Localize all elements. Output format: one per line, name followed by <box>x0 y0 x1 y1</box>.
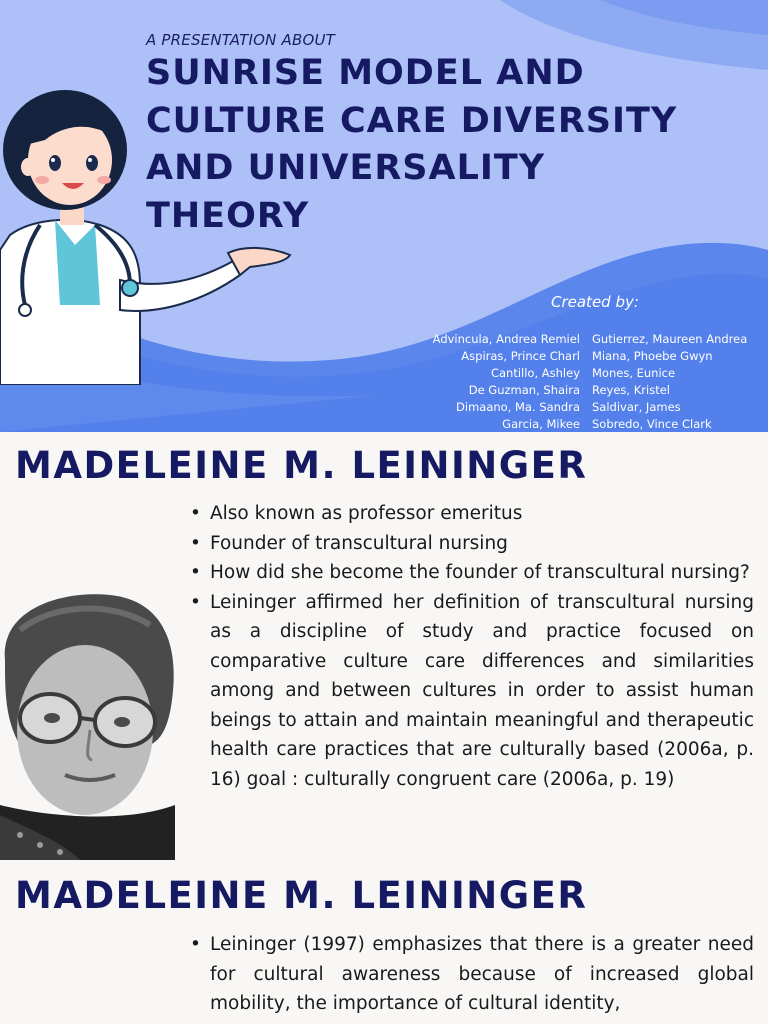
slide-heading: MADELEINE M. LEININGER <box>15 874 588 917</box>
leininger-portrait-photo <box>0 590 175 860</box>
author-name: De Guzman, Shaira <box>468 383 580 397</box>
bullet-list <box>190 499 754 794</box>
presentation-title <box>146 50 746 240</box>
authors-left-column <box>433 331 580 432</box>
author-name: Garcia, Mikee <box>502 417 580 431</box>
bullet-item: • Leininger (1997) emphasizes that there is a greater need for cultural awareness because of increased global mobility, the importance of cultural identity, <box>190 930 754 1019</box>
leininger-portrait-photo <box>0 1016 120 1024</box>
author-name: Aspiras, Prince Charl <box>461 349 580 363</box>
title-line: SUNRISE MODEL AND <box>146 53 585 93</box>
author-name: Saldivar, James <box>592 400 681 414</box>
bullet-item: • Also known as professor emeritus <box>190 499 754 529</box>
bullet-item: • Leininger affirmed her definition of transcultural nursing as a discipline of study and practice focused on comparative culture care differences and similarities among and between cultures in order to assist human beings to attain and maintain meaningful and therapeutic health care practices that are culturally based (2006a, p. 16) goal : culturally congruent care (2006a, p. 19) <box>190 588 754 795</box>
authors-right-column <box>592 331 747 432</box>
title-line: CULTURE CARE DIVERSITY <box>146 100 678 141</box>
bullet-item: • How did she become the founder of transcultural nursing? <box>190 558 754 588</box>
slide-heading: MADELEINE M. LEININGER <box>15 444 588 487</box>
author-name: Mones, Eunice <box>592 366 676 380</box>
author-name: Advincula, Andrea Remiel <box>432 332 580 346</box>
author-name: Gutierrez, Maureen Andrea <box>592 332 748 346</box>
author-name: Miana, Phoebe Gwyn <box>592 349 713 363</box>
title-line: AND UNIVERSALITY <box>146 148 546 188</box>
title-line: THEORY <box>146 195 310 236</box>
title-slide <box>0 0 768 432</box>
created-by-label: Created by: <box>551 293 639 311</box>
author-name: Sobredo, Vince Clark <box>592 417 712 431</box>
bullet-item: • Founder of transcultural nursing <box>190 529 754 559</box>
author-name: Cantillo, Ashley <box>490 366 580 380</box>
author-name: Reyes, Kristel <box>592 383 670 397</box>
author-name: Dimaano, Ma. Sandra <box>456 400 580 414</box>
pretitle: A PRESENTATION ABOUT <box>146 31 336 49</box>
bullet-list <box>190 930 754 1019</box>
